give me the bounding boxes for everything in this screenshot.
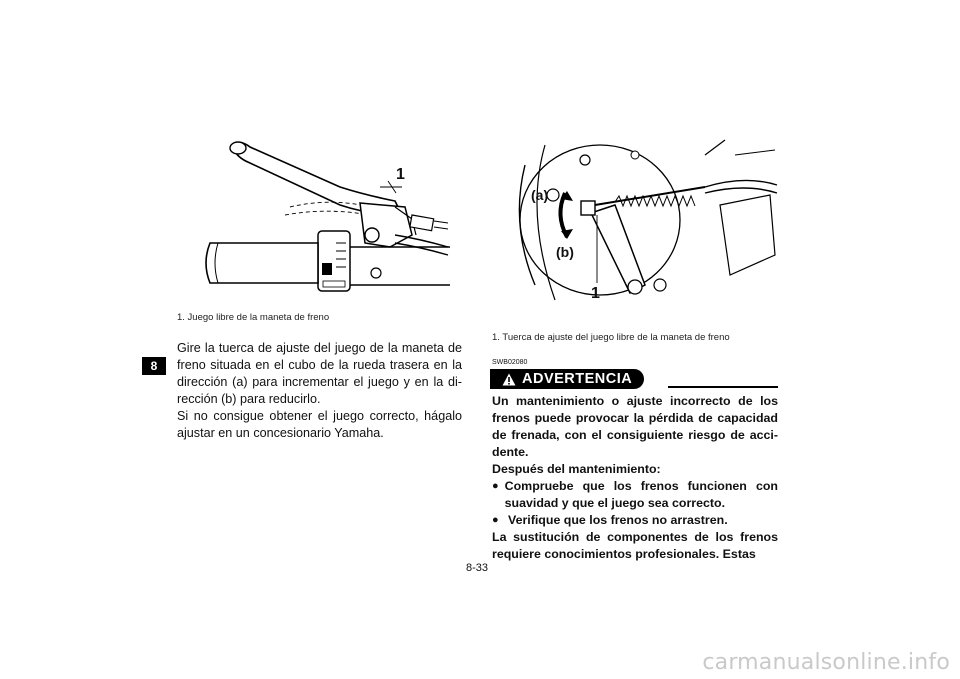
left-paragraph-1: Gire la tuerca de ajuste del juego de la maneta de freno situada en el cubo de la rueda trasera en la dirección (a) para incrementar el juego y en la di-rección (b) para reducirlo.	[177, 341, 462, 406]
label-direction-a: (a)	[531, 187, 549, 203]
warning-triangle-icon	[502, 373, 516, 386]
warning-bullet-text: Compruebe que los frenos funcionen con suavidad y que el juego sea correcto.	[504, 479, 778, 510]
right-figure-caption: 1. Tuerca de ajuste del juego libre de la maneta de freno	[492, 332, 730, 343]
warning-paragraph-2: Después del mantenimiento:	[492, 462, 661, 476]
rear-brake-hub-illustration	[505, 135, 780, 310]
page-number: 8-33	[466, 562, 489, 574]
right-figure-callout: 1	[591, 285, 600, 302]
left-figure-callout: 1	[396, 166, 405, 183]
left-paragraph-2: Si no consigue obtener el juego correcto, hágalo ajustar en un concesionario Yamaha.	[177, 409, 462, 440]
warning-bullet-1	[492, 478, 778, 512]
warning-label: ADVERTENCIA	[522, 371, 633, 387]
warning-paragraph-3: La sustitución de componentes de los frenos requiere conocimientos profesionales. Estas	[492, 530, 778, 561]
bullet-dot-icon: ●	[492, 514, 499, 526]
left-figure-caption: 1. Juego libre de la maneta de freno	[177, 312, 330, 323]
warning-badge	[490, 369, 644, 389]
brake-lever-illustration	[190, 135, 450, 305]
warning-bullet-2	[492, 512, 778, 529]
label-direction-b: (b)	[556, 244, 574, 260]
bullet-dot-icon: ●	[492, 480, 499, 492]
warning-code: SWB02080	[492, 359, 528, 366]
section-tab: 8	[142, 357, 166, 375]
warning-bullet-text: Verifique que los frenos no arrastren.	[508, 513, 728, 527]
warning-paragraph-1: Un mantenimiento o ajuste incorrecto de los frenos puede provocar la pérdida de capacidad de frenada, con el consiguiente riesgo de acci-dente.	[492, 394, 778, 459]
warning-rule	[668, 386, 778, 388]
warning-body	[492, 393, 778, 563]
watermark: carmanualsonline.info	[702, 650, 950, 675]
left-body-text	[177, 340, 462, 442]
